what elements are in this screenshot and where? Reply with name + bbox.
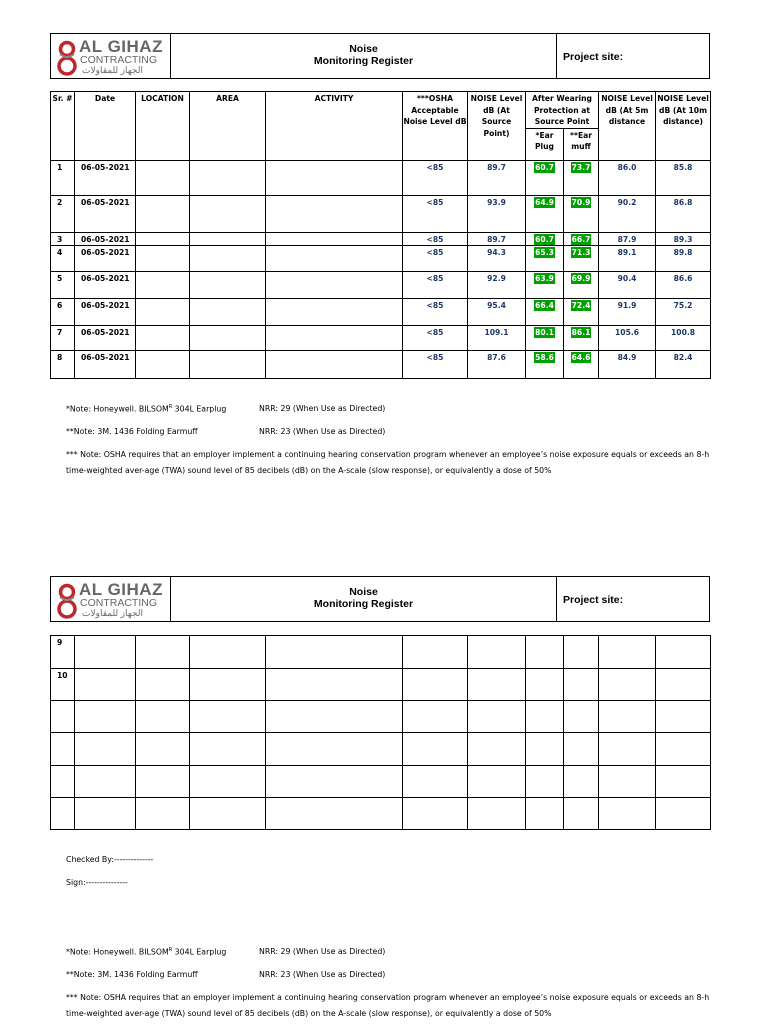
cell-source bbox=[468, 195, 526, 232]
cell-ear-muff bbox=[564, 271, 599, 298]
cell-ear-plug bbox=[526, 350, 564, 378]
logo-arabic: الجهاز للمقاولات bbox=[82, 65, 143, 75]
ear-plug-nrr: NRR: 29 (When Use as Directed) bbox=[259, 404, 386, 413]
cell-10m bbox=[656, 195, 711, 232]
cell-5m bbox=[599, 160, 656, 195]
register-title bbox=[171, 34, 557, 78]
cell-source-value: 93.9 bbox=[487, 197, 506, 207]
cell-osha bbox=[403, 271, 468, 298]
empty-cell bbox=[656, 701, 711, 733]
cell-10m-value: 89.8 bbox=[673, 247, 693, 257]
cell-ear-plug bbox=[526, 298, 564, 325]
cell-ear-plug-value: 66.4 bbox=[535, 300, 554, 310]
cell-5m bbox=[599, 195, 656, 232]
cell-ear-muff-value: 64.6 bbox=[571, 352, 591, 362]
empty-cell bbox=[564, 701, 599, 733]
empty-cell bbox=[599, 701, 656, 733]
cell-activity bbox=[266, 325, 403, 350]
cell-ear-muff bbox=[564, 325, 599, 350]
cell-date-value: 06-05-2021 bbox=[81, 273, 130, 283]
title-line2: Monitoring Register bbox=[313, 55, 414, 67]
cell-ear-muff-value: 86.1 bbox=[571, 327, 591, 337]
cell-sr bbox=[51, 232, 75, 245]
cell-osha-value: <85 bbox=[426, 197, 444, 207]
cell-date-value: 06-05-2021 bbox=[81, 327, 130, 337]
cell-date-value: 06-05-2021 bbox=[81, 234, 130, 244]
cell-sr-value: 7 bbox=[57, 327, 63, 337]
empty-cell bbox=[599, 733, 656, 766]
cell-source-value: 95.4 bbox=[487, 300, 506, 310]
cell-osha-value: <85 bbox=[426, 352, 444, 362]
col-header-osha: ***OSHA Acceptable Noise Level dB bbox=[403, 92, 468, 161]
cell-10m-value: 85.8 bbox=[673, 162, 693, 172]
cell-activity bbox=[266, 195, 403, 232]
cell-source bbox=[468, 232, 526, 245]
table-row bbox=[51, 701, 711, 733]
empty-cell bbox=[656, 733, 711, 766]
col-header-area: AREA bbox=[190, 92, 266, 161]
cell-location bbox=[136, 195, 190, 232]
cell-10m-value: 86.6 bbox=[673, 273, 693, 283]
table-row bbox=[51, 669, 711, 701]
cell-sr-value: 1 bbox=[57, 162, 63, 172]
ear-muff-note bbox=[66, 427, 386, 436]
cell-source-value: 87.6 bbox=[487, 352, 506, 362]
logo-name: AL GIHAZ bbox=[79, 580, 163, 599]
empty-cell bbox=[403, 636, 468, 669]
cell-area bbox=[190, 350, 266, 378]
empty-cell bbox=[468, 733, 526, 766]
empty-cell bbox=[526, 669, 564, 701]
empty-cell bbox=[266, 669, 403, 701]
empty-cell bbox=[266, 733, 403, 766]
cell-osha bbox=[403, 325, 468, 350]
table-row bbox=[51, 160, 711, 195]
table-row bbox=[51, 350, 711, 378]
cell-sr bbox=[51, 271, 75, 298]
empty-cell bbox=[468, 798, 526, 830]
cell-sr bbox=[51, 245, 75, 271]
col-header-10m: NOISE Level dB (At 10m distance) bbox=[656, 92, 711, 161]
table-row bbox=[51, 271, 711, 298]
cell-ear-plug bbox=[526, 325, 564, 350]
cell-osha bbox=[403, 160, 468, 195]
cell-area bbox=[190, 232, 266, 245]
cell-sr bbox=[51, 350, 75, 378]
empty-cell bbox=[468, 766, 526, 798]
cell-ear-muff bbox=[564, 160, 599, 195]
cell-location bbox=[136, 232, 190, 245]
cell-5m-value: 84.9 bbox=[617, 352, 637, 362]
cell-10m-value: 75.2 bbox=[673, 300, 693, 310]
cell-5m bbox=[599, 271, 656, 298]
cell-date bbox=[75, 298, 136, 325]
osha-note: *** Note: OSHA requires that an employer implement a continuing hearing conservation program whenever an employee’s noise exposure equals or exceeds an 8-h time-weighted aver-age (TWA) sound level of 85 decibels (dB) on the A-scale (slow response), or equivalently a dose of 50% bbox=[66, 450, 710, 475]
cell-activity bbox=[266, 245, 403, 271]
cell-10m-value: 89.3 bbox=[673, 234, 693, 244]
cell-10m bbox=[656, 350, 711, 378]
registered-mark: R bbox=[168, 404, 173, 410]
osha-note: *** Note: OSHA requires that an employer implement a continuing hearing conservation program whenever an employee’s noise exposure equals or exceeds an 8-h time-weighted aver-age (TWA) sound level of 85 decibels (dB) on the A-scale (slow response), or equivalently a dose of 50% bbox=[66, 993, 710, 1018]
cell-10m bbox=[656, 325, 711, 350]
ear-plug-note bbox=[66, 404, 386, 414]
cell-location bbox=[136, 245, 190, 271]
cell-ear-muff-value: 72.4 bbox=[571, 300, 591, 310]
cell-ear-plug bbox=[526, 271, 564, 298]
col-header-5m: NOISE Level dB (At 5m distance bbox=[599, 92, 656, 161]
cell-osha-value: <85 bbox=[426, 273, 444, 283]
cell-location bbox=[136, 325, 190, 350]
table-row bbox=[51, 733, 711, 766]
cell-10m bbox=[656, 298, 711, 325]
cell-10m-value: 86.8 bbox=[673, 197, 693, 207]
cell-ear-muff-value: 70.9 bbox=[571, 197, 591, 207]
cell-5m bbox=[599, 325, 656, 350]
cell-ear-plug bbox=[526, 245, 564, 271]
cell-ear-muff bbox=[564, 195, 599, 232]
empty-cell bbox=[190, 798, 266, 830]
empty-cell bbox=[656, 766, 711, 798]
empty-cell bbox=[136, 669, 190, 701]
cell-location bbox=[136, 271, 190, 298]
cell-sr-value: 2 bbox=[57, 197, 63, 207]
cell-sr bbox=[51, 701, 75, 733]
cell-location bbox=[136, 160, 190, 195]
empty-cell bbox=[136, 766, 190, 798]
cell-10m-value: 100.8 bbox=[671, 327, 696, 337]
cell-source-value: 89.7 bbox=[487, 162, 506, 172]
empty-cell bbox=[75, 798, 136, 830]
empty-cell bbox=[599, 766, 656, 798]
cell-date-value: 06-05-2021 bbox=[81, 300, 130, 310]
cell-activity bbox=[266, 298, 403, 325]
cell-10m-value: 82.4 bbox=[673, 352, 693, 362]
logo-arabic: الجهاز للمقاولات bbox=[82, 608, 143, 618]
cell-date bbox=[75, 271, 136, 298]
sign-line: Sign:--------------- bbox=[66, 878, 128, 887]
cell-location bbox=[136, 350, 190, 378]
cell-5m bbox=[599, 232, 656, 245]
empty-cell bbox=[190, 733, 266, 766]
cell-ear-muff-value: 71.3 bbox=[571, 247, 591, 257]
cell-date-value: 06-05-2021 bbox=[81, 197, 130, 207]
cell-osha-value: <85 bbox=[426, 234, 444, 244]
cell-sr bbox=[51, 636, 75, 669]
cell-sr-value: 4 bbox=[57, 247, 63, 257]
logo-sub: CONTRACTING bbox=[80, 597, 157, 609]
cell-source-value: 92.9 bbox=[487, 273, 506, 283]
table-row bbox=[51, 245, 711, 271]
cell-source bbox=[468, 325, 526, 350]
cell-source-value: 109.1 bbox=[484, 327, 509, 337]
cell-ear-plug-value: 60.7 bbox=[535, 234, 554, 244]
cell-osha-value: <85 bbox=[426, 247, 444, 257]
title-line1: Noise bbox=[349, 586, 378, 598]
cell-area bbox=[190, 298, 266, 325]
table-row bbox=[51, 636, 711, 669]
cell-activity bbox=[266, 232, 403, 245]
cell-osha bbox=[403, 195, 468, 232]
cell-5m-value: 91.9 bbox=[617, 300, 637, 310]
cell-sr-value: 5 bbox=[57, 273, 63, 283]
cell-ear-plug-value: 64.9 bbox=[535, 197, 554, 207]
register-header bbox=[50, 33, 710, 79]
empty-cell bbox=[75, 669, 136, 701]
col-header-date: Date bbox=[75, 92, 136, 161]
cell-5m-value: 89.1 bbox=[617, 247, 637, 257]
cell-date-value: 06-05-2021 bbox=[81, 162, 130, 172]
cell-ear-muff bbox=[564, 232, 599, 245]
col-header-activity: ACTIVITY bbox=[266, 92, 403, 161]
empty-cell bbox=[266, 766, 403, 798]
col-header-location: LOCATION bbox=[136, 92, 190, 161]
empty-cell bbox=[403, 701, 468, 733]
cell-date bbox=[75, 195, 136, 232]
empty-cell bbox=[468, 701, 526, 733]
empty-cell bbox=[403, 733, 468, 766]
cell-ear-plug-value: 60.7 bbox=[535, 162, 554, 172]
noise-register-table bbox=[50, 91, 711, 379]
table-row bbox=[51, 195, 711, 232]
cell-source bbox=[468, 245, 526, 271]
logo-mark-icon bbox=[56, 583, 78, 621]
cell-sr bbox=[51, 325, 75, 350]
register-header-page2 bbox=[50, 576, 710, 622]
cell-date-value: 06-05-2021 bbox=[81, 352, 130, 362]
ear-plug-model: 304L Earplug bbox=[172, 404, 227, 414]
cell-sr bbox=[51, 669, 75, 701]
logo-mark-icon bbox=[56, 40, 78, 78]
cell-10m bbox=[656, 271, 711, 298]
registered-mark: R bbox=[168, 947, 173, 953]
cell-5m-value: 86.0 bbox=[617, 162, 637, 172]
empty-cell bbox=[75, 636, 136, 669]
empty-cell bbox=[266, 701, 403, 733]
checked-by: Checked By:-------------- bbox=[66, 855, 154, 864]
cell-sr-value: 6 bbox=[57, 300, 63, 310]
cell-activity bbox=[266, 271, 403, 298]
cell-osha bbox=[403, 350, 468, 378]
empty-cell bbox=[564, 669, 599, 701]
empty-cell bbox=[403, 798, 468, 830]
empty-cell bbox=[526, 798, 564, 830]
empty-cell bbox=[526, 636, 564, 669]
empty-cell bbox=[403, 669, 468, 701]
empty-cell bbox=[190, 766, 266, 798]
cell-activity bbox=[266, 350, 403, 378]
empty-cell bbox=[599, 669, 656, 701]
cell-location bbox=[136, 298, 190, 325]
col-header-after-protection: After Wearing Protection at Source Point bbox=[526, 92, 599, 129]
cell-osha bbox=[403, 298, 468, 325]
cell-sr-value: 10 bbox=[57, 671, 68, 680]
cell-source bbox=[468, 160, 526, 195]
cell-sr-value: 8 bbox=[57, 352, 63, 362]
empty-cell bbox=[564, 733, 599, 766]
empty-cell bbox=[564, 798, 599, 830]
cell-date bbox=[75, 350, 136, 378]
cell-source-value: 94.3 bbox=[487, 247, 506, 257]
empty-cell bbox=[136, 636, 190, 669]
cell-ear-plug-value: 80.1 bbox=[535, 327, 554, 337]
empty-cell bbox=[75, 766, 136, 798]
empty-cell bbox=[266, 636, 403, 669]
logo-sub: CONTRACTING bbox=[80, 54, 157, 66]
cell-osha-value: <85 bbox=[426, 162, 444, 172]
cell-sr-value: 3 bbox=[57, 234, 63, 244]
table-row bbox=[51, 798, 711, 830]
ear-muff-note-text: **Note: 3M. 1436 Folding Earmuff bbox=[66, 970, 198, 979]
cell-sr bbox=[51, 766, 75, 798]
ear-plug-note-text: *Note: Honeywell. BILSOM bbox=[66, 947, 169, 957]
empty-cell bbox=[75, 701, 136, 733]
empty-cell bbox=[136, 733, 190, 766]
empty-cell bbox=[468, 669, 526, 701]
empty-cell bbox=[599, 636, 656, 669]
cell-5m-value: 90.4 bbox=[617, 273, 637, 283]
ear-muff-nrr: NRR: 23 (When Use as Directed) bbox=[259, 970, 386, 979]
col-header-sr: Sr. # bbox=[51, 92, 75, 161]
empty-cell bbox=[526, 701, 564, 733]
cell-10m bbox=[656, 245, 711, 271]
empty-cell bbox=[526, 766, 564, 798]
empty-cell bbox=[136, 701, 190, 733]
cell-source bbox=[468, 298, 526, 325]
table-row bbox=[51, 325, 711, 350]
empty-cell bbox=[564, 636, 599, 669]
cell-ear-plug-value: 58.6 bbox=[535, 352, 554, 362]
cell-source-value: 89.7 bbox=[487, 234, 506, 244]
cell-5m-value: 90.2 bbox=[617, 197, 637, 207]
ear-plug-note bbox=[66, 947, 386, 957]
company-logo bbox=[51, 577, 171, 621]
cell-osha bbox=[403, 245, 468, 271]
project-site-label: Project site: bbox=[563, 594, 624, 606]
title-line1: Noise bbox=[349, 43, 378, 55]
cell-date bbox=[75, 160, 136, 195]
cell-ear-muff bbox=[564, 245, 599, 271]
cell-5m bbox=[599, 350, 656, 378]
col-header-ear-plug: *Ear Plug bbox=[526, 128, 564, 160]
cell-ear-muff-value: 66.7 bbox=[571, 234, 591, 244]
cell-sr-value: 9 bbox=[57, 638, 63, 647]
cell-ear-plug-value: 65.3 bbox=[535, 247, 554, 257]
noise-register-table-page2 bbox=[50, 635, 711, 830]
col-header-source: NOISE Level dB (At Source Point) bbox=[468, 92, 526, 161]
project-site-label: Project site: bbox=[563, 51, 624, 63]
cell-osha-value: <85 bbox=[426, 300, 444, 310]
cell-5m bbox=[599, 245, 656, 271]
table-row bbox=[51, 766, 711, 798]
title-line2: Monitoring Register bbox=[313, 598, 414, 610]
empty-cell bbox=[266, 798, 403, 830]
cell-activity bbox=[266, 160, 403, 195]
cell-area bbox=[190, 245, 266, 271]
empty-cell bbox=[656, 798, 711, 830]
cell-5m-value: 105.6 bbox=[615, 327, 640, 337]
cell-ear-muff-value: 73.7 bbox=[571, 162, 591, 172]
cell-sr bbox=[51, 298, 75, 325]
cell-ear-plug bbox=[526, 160, 564, 195]
empty-cell bbox=[190, 669, 266, 701]
ear-plug-nrr: NRR: 29 (When Use as Directed) bbox=[259, 947, 386, 956]
cell-osha-value: <85 bbox=[426, 327, 444, 337]
cell-5m-value: 87.9 bbox=[617, 234, 637, 244]
cell-sr bbox=[51, 195, 75, 232]
cell-ear-muff bbox=[564, 298, 599, 325]
cell-source bbox=[468, 271, 526, 298]
cell-ear-plug-value: 63.9 bbox=[535, 273, 554, 283]
table-row bbox=[51, 298, 711, 325]
cell-sr bbox=[51, 798, 75, 830]
empty-cell bbox=[468, 636, 526, 669]
ear-plug-model: 304L Earplug bbox=[172, 947, 227, 957]
cell-10m bbox=[656, 160, 711, 195]
empty-cell bbox=[656, 669, 711, 701]
cell-date bbox=[75, 325, 136, 350]
cell-5m bbox=[599, 298, 656, 325]
empty-cell bbox=[526, 733, 564, 766]
empty-cell bbox=[403, 766, 468, 798]
cell-sr bbox=[51, 160, 75, 195]
logo-name: AL GIHAZ bbox=[79, 37, 163, 56]
table-row bbox=[51, 232, 711, 245]
cell-10m bbox=[656, 232, 711, 245]
ear-muff-note-text: **Note: 3M. 1436 Folding Earmuff bbox=[66, 427, 198, 436]
empty-cell bbox=[564, 766, 599, 798]
cell-date bbox=[75, 245, 136, 271]
cell-source bbox=[468, 350, 526, 378]
cell-ear-muff bbox=[564, 350, 599, 378]
cell-date bbox=[75, 232, 136, 245]
empty-cell bbox=[599, 798, 656, 830]
empty-cell bbox=[136, 798, 190, 830]
cell-ear-muff-value: 69.9 bbox=[571, 273, 591, 283]
cell-area bbox=[190, 325, 266, 350]
empty-cell bbox=[75, 733, 136, 766]
register-title bbox=[171, 577, 557, 621]
cell-area bbox=[190, 195, 266, 232]
empty-cell bbox=[656, 636, 711, 669]
cell-sr bbox=[51, 733, 75, 766]
cell-ear-plug bbox=[526, 232, 564, 245]
cell-ear-plug bbox=[526, 195, 564, 232]
company-logo bbox=[51, 34, 171, 78]
empty-cell bbox=[190, 701, 266, 733]
ear-muff-nrr: NRR: 23 (When Use as Directed) bbox=[259, 427, 386, 436]
ear-muff-note bbox=[66, 970, 386, 979]
col-header-ear-muff: **Ear muff bbox=[564, 128, 599, 160]
cell-osha bbox=[403, 232, 468, 245]
cell-date-value: 06-05-2021 bbox=[81, 247, 130, 257]
empty-cell bbox=[190, 636, 266, 669]
cell-area bbox=[190, 160, 266, 195]
ear-plug-note-text: *Note: Honeywell. BILSOM bbox=[66, 404, 169, 414]
cell-area bbox=[190, 271, 266, 298]
